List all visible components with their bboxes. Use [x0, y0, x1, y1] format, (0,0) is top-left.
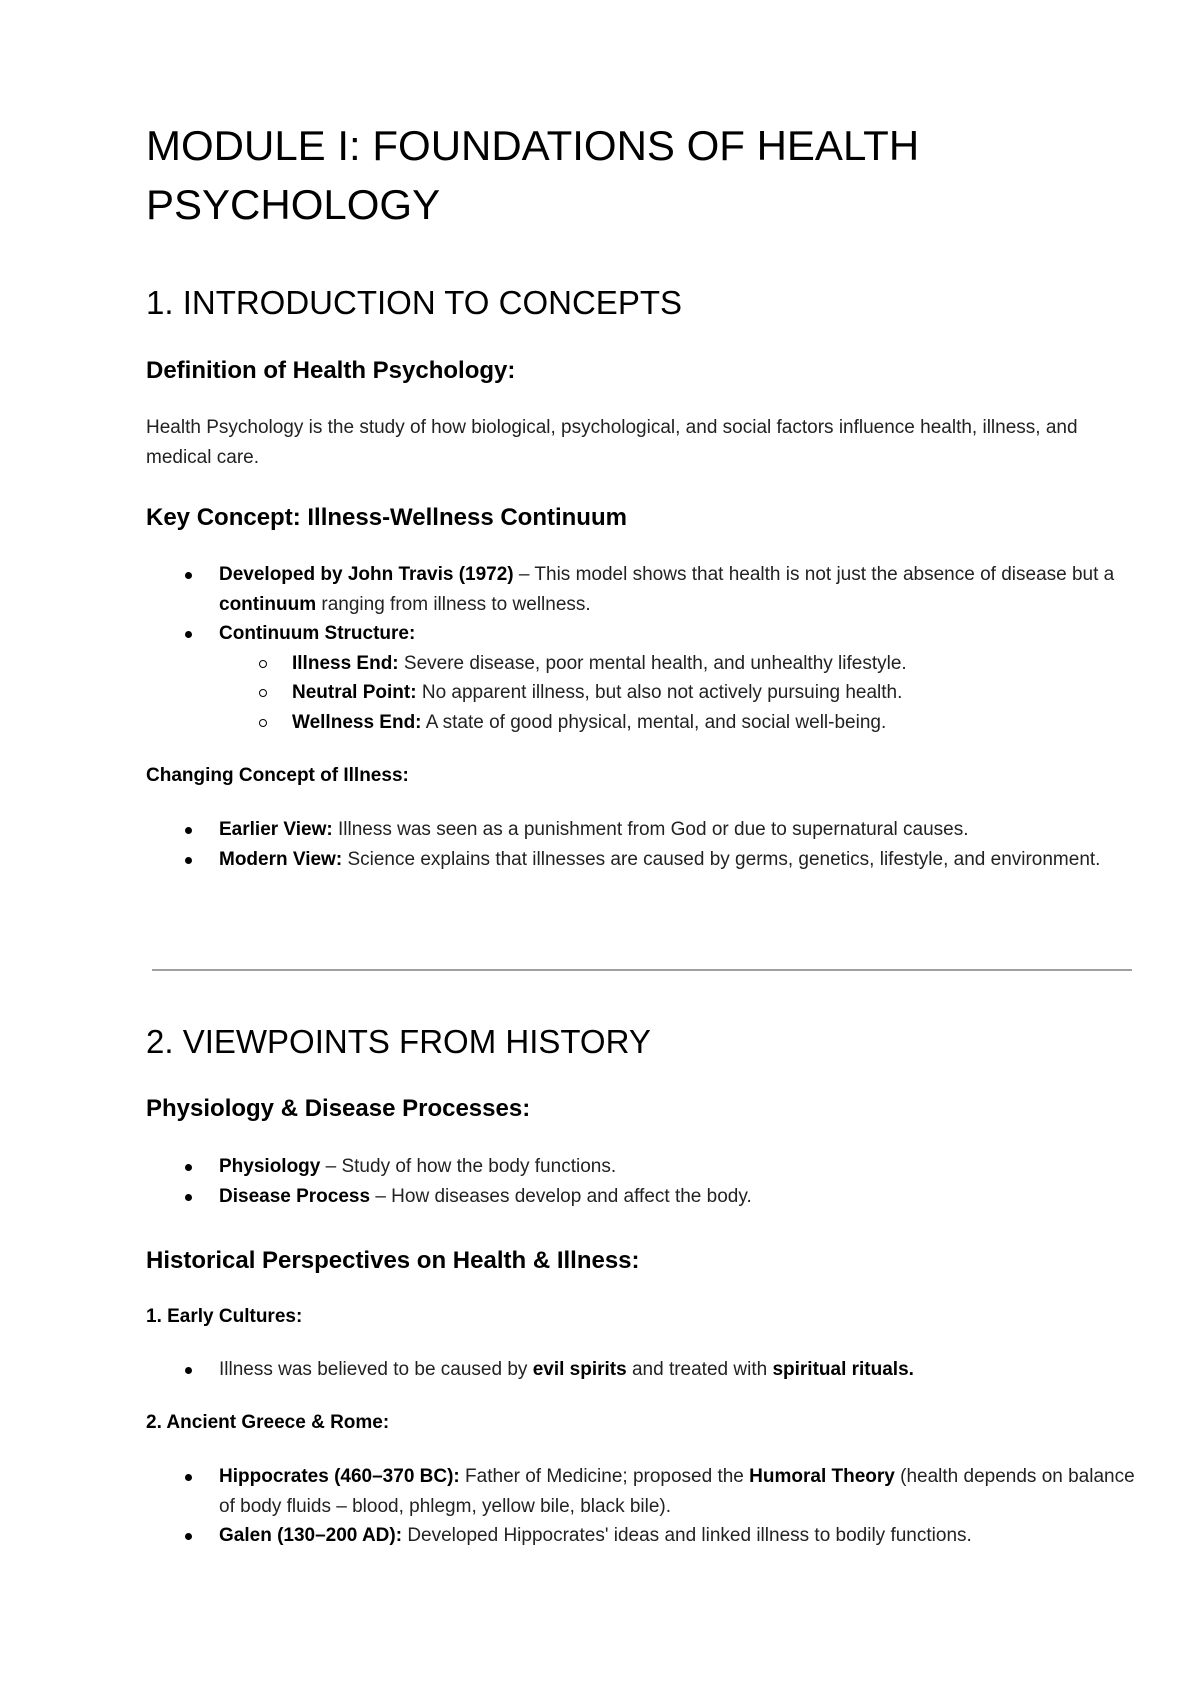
bold-term: Hippocrates (460–370 BC): [219, 1466, 460, 1487]
bold-term: Disease Process [219, 1185, 371, 1207]
bold-term: Developed by John Travis (1972) [219, 564, 514, 585]
continuum-list [146, 560, 1136, 737]
list-item [146, 815, 1136, 845]
bold-term: Illness End: [292, 652, 399, 674]
definition-text: Health Psychology is the study of how biological, psychological, and social factors influence health, illness, and medical care. [146, 417, 1078, 468]
list-item [146, 1355, 1136, 1385]
sub-list-item [219, 708, 1136, 738]
item-text: Developed Hippocrates' ideas and linked illness to bodily functions. [402, 1525, 972, 1546]
early-cultures-heading: 1. Early Cultures: [146, 1306, 303, 1327]
bold-term: continuum [219, 593, 317, 615]
physiology-heading: Physiology & Disease Processes: [146, 1095, 531, 1122]
item-text: – Study of how the body functions. [320, 1156, 617, 1177]
list-item [146, 1152, 1136, 1182]
ancient-greece-heading: 2. Ancient Greece & Rome: [146, 1412, 390, 1433]
item-text: and treated with [626, 1359, 773, 1380]
sub-list-item [219, 678, 1136, 708]
bold-term: Continuum Structure: [219, 623, 416, 644]
bold-term: Earlier View: [219, 819, 333, 840]
bold-term: Humoral Theory [749, 1466, 895, 1487]
item-text: – This model shows that health is not just the absence of disease but a [513, 564, 1115, 585]
definition-heading: Definition of Health Psychology: [146, 357, 516, 384]
bold-term: Physiology [219, 1156, 321, 1177]
list-item [146, 560, 1136, 619]
horizontal-divider [152, 969, 1132, 971]
bold-term: Neutral Point: [292, 682, 417, 703]
bold-term: spiritual rituals. [772, 1359, 914, 1380]
item-text: ranging from illness to wellness. [316, 593, 591, 615]
bold-term: Galen (130–200 AD): [219, 1525, 403, 1546]
historical-heading: Historical Perspectives on Health & Illness: [146, 1247, 640, 1274]
sub-list-item [219, 649, 1136, 679]
list-item [146, 1462, 1136, 1521]
module-title-cont: PSYCHOLOGY [146, 181, 441, 228]
list-item [146, 845, 1136, 875]
item-text: A state of good physical, mental, and social well-being. [421, 711, 887, 733]
bold-term: evil spirits [532, 1359, 627, 1380]
item-text: (health depends on balance of body fluids – blood, phlegm, yellow bile, black bile). [219, 1466, 1135, 1517]
list-item [146, 1521, 1136, 1551]
early-cultures-list [146, 1355, 1136, 1385]
changing-concept-heading: Changing Concept of Illness: [146, 765, 409, 786]
item-text: No apparent illness, but also not actively pursuing health. [416, 682, 903, 703]
item-text: Father of Medicine; proposed the [459, 1466, 750, 1487]
item-text: Illness was seen as a punishment from God or due to supernatural causes. [332, 819, 969, 840]
key-concept-heading: Key Concept: Illness-Wellness Continuum [146, 504, 627, 531]
list-item [146, 1182, 1136, 1212]
module-title: MODULE I: FOUNDATIONS OF HEALTH [146, 122, 920, 169]
bold-term: Modern View: [219, 848, 343, 870]
section2-heading: 2. VIEWPOINTS FROM HISTORY [146, 1023, 651, 1060]
continuum-sublist [219, 649, 1136, 738]
item-text: Science explains that illnesses are caused by germs, genetics, lifestyle, and environment. [342, 848, 1101, 870]
ancient-greece-list [146, 1462, 1136, 1551]
physiology-list [146, 1152, 1136, 1211]
changing-concept-list [146, 815, 1136, 874]
section1-heading: 1. INTRODUCTION TO CONCEPTS [146, 284, 682, 321]
bold-term: Wellness End: [292, 711, 422, 733]
list-item [146, 619, 1136, 737]
item-text: Illness was believed to be caused by [219, 1359, 533, 1380]
item-text: – How diseases develop and affect the body. [370, 1185, 752, 1207]
item-text: Severe disease, poor mental health, and unhealthy lifestyle. [398, 652, 907, 674]
